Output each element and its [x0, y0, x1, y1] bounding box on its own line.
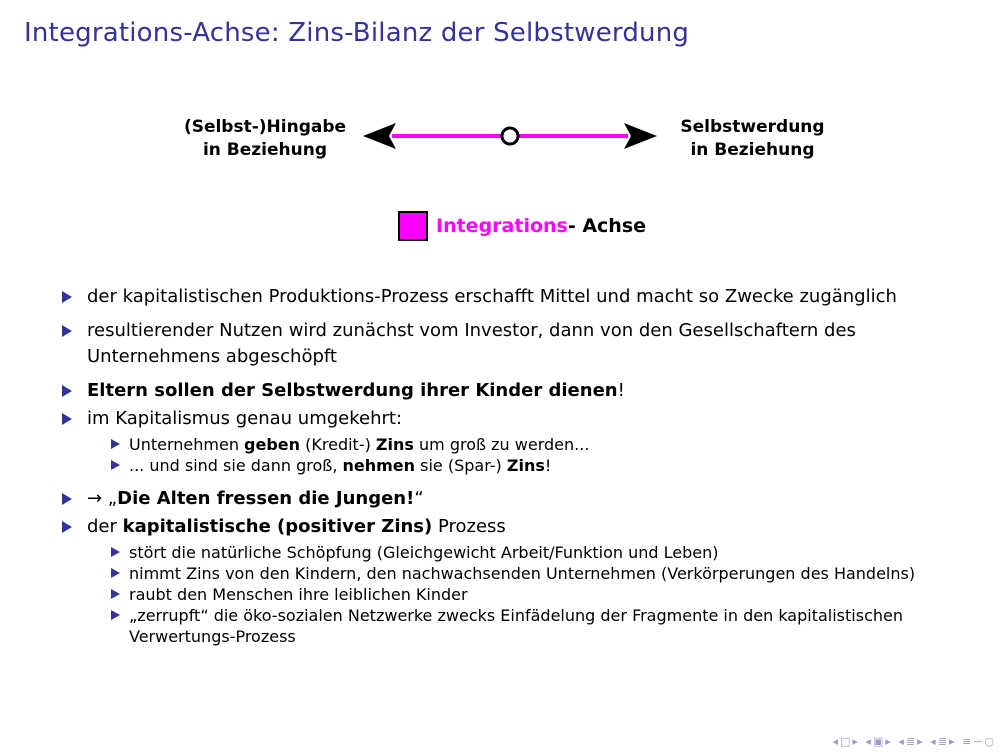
text: „zerrupft“ die öko-sozialen Netzwerke zwecks Einfädelung der Fragmente in den kapitalistischen Verwertungs-Prozess [129, 606, 903, 646]
triangle-bullet-icon [62, 493, 72, 505]
axis-legend [398, 210, 646, 242]
triangle-bullet-icon [111, 568, 120, 578]
nav-next-icon[interactable]: ▸ [885, 735, 893, 748]
list-item-bold: Die Alten fressen die Jungen! [117, 488, 415, 509]
axis-center-circle [502, 128, 518, 144]
text: ... und sind sie dann groß, [129, 456, 343, 475]
nav-section-icon[interactable]: ≣ [905, 735, 918, 748]
slide-title: Integrations-Achse: Zins-Bilanz der Selbstwerdung [24, 18, 690, 48]
list-item [60, 284, 985, 310]
text-bold: geben [244, 435, 301, 454]
text: um groß zu werden... [413, 435, 590, 454]
nav-align-icon[interactable]: ≡ [961, 735, 974, 748]
sub-list [87, 434, 985, 476]
list-item [60, 486, 985, 512]
triangle-bullet-icon [111, 589, 120, 599]
list-item [60, 318, 985, 370]
triangle-bullet-icon [62, 291, 72, 303]
nav-subsection-icon[interactable]: ▣ [872, 735, 886, 748]
triangle-bullet-icon [111, 610, 120, 620]
right-pole-label [655, 116, 850, 162]
list-item [60, 514, 985, 647]
legend-rest: - Achse [567, 215, 647, 237]
sub-list-item [109, 563, 985, 584]
legend-swatch [398, 211, 428, 241]
right-label-line2: in Beziehung [690, 140, 815, 160]
nav-prev-icon[interactable]: ◂ [865, 735, 873, 748]
list-item-text: → „ [87, 488, 118, 509]
list-item-text: der [87, 516, 123, 537]
list-item-bold: kapitalistische (positiver Zins) [122, 516, 433, 537]
nav-zoom-icon[interactable]: ○ [984, 735, 996, 748]
text-bold: Zins [375, 435, 414, 454]
sub-list-item [109, 584, 985, 605]
list-item-text: im Kapitalismus genau umgekehrt: [87, 408, 403, 429]
triangle-bullet-icon [62, 521, 72, 533]
nav-prev-icon[interactable]: ◂ [930, 735, 938, 748]
right-arrowhead [624, 123, 657, 149]
legend-text [436, 215, 646, 237]
nav-next-icon[interactable]: ▸ [948, 735, 957, 748]
sub-list-item [109, 455, 985, 476]
sub-list-item [109, 542, 985, 563]
sub-list-item [109, 434, 985, 455]
triangle-bullet-icon [111, 439, 120, 449]
text: ! [544, 456, 552, 475]
list-item-text: “ [414, 488, 424, 509]
text: (Kredit-) [300, 435, 376, 454]
nav-frame-icon[interactable]: □ [839, 735, 853, 748]
list-item-text: Prozess [432, 516, 506, 537]
list-item-text: resultierender Nutzen wird zunächst vom Investor, dann von den Gesellschaftern des Unternehmens abgeschöpft [87, 320, 856, 367]
triangle-bullet-icon [111, 547, 120, 557]
text: nimmt Zins von den Kindern, den nachwachsenden Unternehmen (Verkörperungen des Handelns) [129, 564, 916, 583]
bullet-list [60, 284, 985, 657]
list-item-bold: Eltern sollen der Selbstwerdung ihrer Kinder dienen [87, 380, 618, 401]
sub-list [87, 542, 985, 647]
text-bold: nehmen [342, 456, 416, 475]
legend-highlight: Integrations [436, 215, 568, 237]
triangle-bullet-icon [62, 413, 72, 425]
right-label-line1: Selbstwerdung [680, 117, 825, 137]
text: Unternehmen [129, 435, 245, 454]
nav-search-icon[interactable]: ∽ [973, 735, 985, 748]
list-item-text: ! [617, 380, 625, 401]
triangle-bullet-icon [62, 385, 72, 397]
nav-next-icon[interactable]: ▸ [917, 735, 925, 748]
nav-next-icon[interactable]: ▸ [852, 735, 860, 748]
sub-list-item [109, 605, 985, 647]
text-bold: Zins [506, 456, 545, 475]
list-item [60, 378, 985, 404]
left-label-line1: (Selbst-)Hingabe [183, 117, 347, 137]
nav-prev-icon[interactable]: ◂ [832, 735, 840, 748]
list-item [60, 406, 985, 476]
text: stört die natürliche Schöpfung (Gleichgewicht Arbeit/Funktion und Leben) [129, 543, 719, 562]
list-item-text: der kapitalistischen Produktions-Prozess erschafft Mittel und macht so Zwecke zugänglich [87, 286, 897, 307]
triangle-bullet-icon [62, 325, 72, 337]
nav-prev-icon[interactable]: ◂ [898, 735, 906, 748]
text: sie (Spar-) [415, 456, 507, 475]
text: raubt den Menschen ihre leiblichen Kinder [129, 585, 468, 604]
beamer-navigation[interactable] [832, 735, 996, 748]
triangle-bullet-icon [111, 460, 120, 470]
nav-section-icon[interactable]: ≣ [937, 735, 949, 748]
left-pole-label [160, 116, 370, 162]
left-label-line2: in Beziehung [202, 140, 328, 160]
